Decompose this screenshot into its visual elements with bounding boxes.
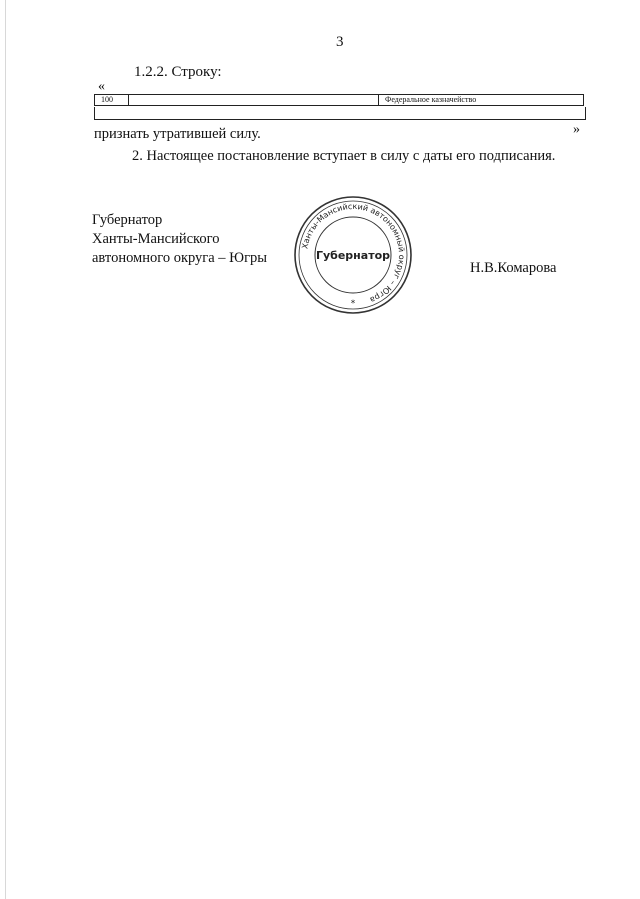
signatory-title-line: Губернатор <box>92 212 163 228</box>
paragraph-invalidate: признать утратившей силу. <box>94 126 261 142</box>
amended-table-row <box>94 94 584 106</box>
opening-quote: « <box>98 79 105 94</box>
closing-quote: » <box>573 122 580 137</box>
table-cell-code: 100 <box>95 95 129 105</box>
seal-star: * <box>350 299 356 309</box>
official-seal <box>293 195 413 315</box>
seal-ring-text: Ханты-Мансийский автономный округ – Югра <box>300 201 407 305</box>
paragraph-effective-date: 2. Настоящее постановление вступает в силу с даты его подписания. <box>132 148 556 164</box>
scan-edge-line <box>5 0 6 899</box>
table-lower-border <box>94 107 586 120</box>
signatory-title-line: Ханты-Мансийского <box>92 231 220 247</box>
seal-center-text: Губернатор <box>315 249 391 262</box>
signatory-title <box>92 211 267 268</box>
signatory-title-line: автономного округа – Югры <box>92 250 268 266</box>
signatory-name: Н.В.Комарова <box>470 260 557 276</box>
table-cell-name: Федеральное казначейство <box>385 95 477 104</box>
page-number: 3 <box>336 34 344 50</box>
table-cell-blank <box>129 95 379 105</box>
section-heading: 1.2.2. Строку: <box>134 64 222 80</box>
